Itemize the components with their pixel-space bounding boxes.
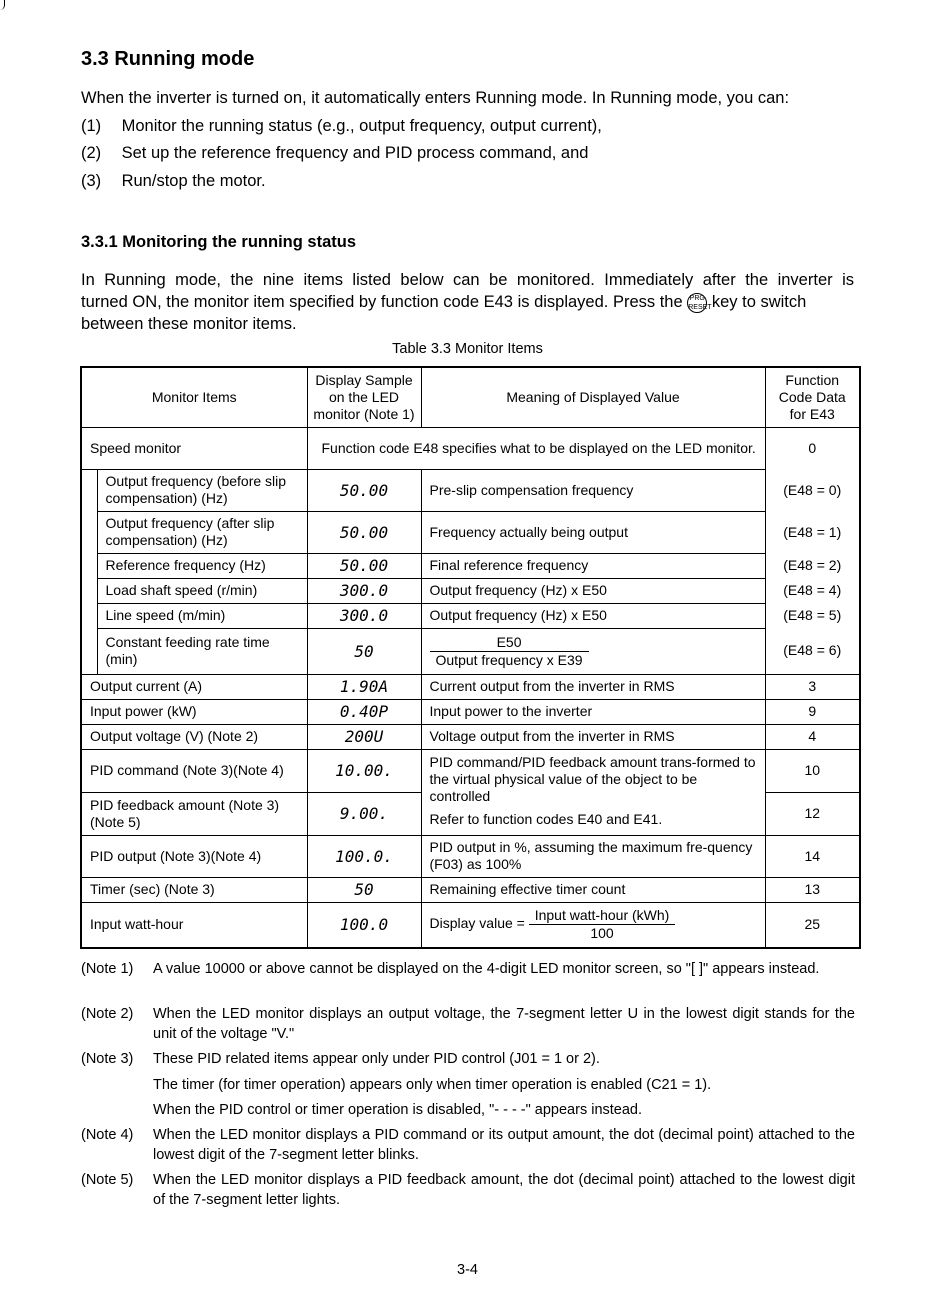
table-row (81, 469, 860, 511)
note-text: The timer (for timer operation) appears only when timer operation is enabled (C21 = 1). (153, 1077, 712, 1093)
meaning-cell: Voltage output from the inverter in RMS (421, 724, 765, 749)
table-row (81, 511, 860, 553)
list-item-number: (1) (81, 117, 102, 135)
subsection-para-line: In Running mode, the nine items listed below can be monitored. Immediately after the inverter is (81, 271, 854, 289)
code-cell: 4 (765, 724, 860, 749)
table-row (81, 427, 860, 469)
header-meaning: Meaning of Displayed Value (421, 367, 765, 427)
table-row (81, 902, 860, 948)
note-text: These PID related items appear only under PID control (J01 = 1 or 2). (153, 1051, 600, 1067)
item-cell: PID feedback amount (Note 3)(Note 5) (81, 792, 307, 835)
speed-monitor-code: 0 (765, 427, 860, 469)
led-sample: 0.40P (307, 699, 421, 724)
item-cell: Output current (A) (81, 674, 307, 699)
code-cell: (E48 = 5) (765, 603, 860, 628)
code-cell: (E48 = 4) (765, 578, 860, 603)
meaning-cell: Remaining effective timer count (421, 877, 765, 902)
note-label: (Note 2) (81, 1006, 134, 1022)
fraction-numerator: E50 (430, 634, 589, 652)
header-monitor-items: Monitor Items (81, 367, 307, 427)
table-row (81, 699, 860, 724)
note-text: When the PID control or timer operation is disabled, "- - - -" appears instead. (153, 1102, 643, 1118)
program-reset-key-icon: PRG RESET (688, 294, 712, 311)
meaning-cell: Current output from the inverter in RMS (421, 674, 765, 699)
led-sample: 10.00. (307, 749, 421, 792)
item-cell: Output frequency (before slip compensation) (Hz) (97, 469, 307, 511)
page-edge-mark (0, 0, 5, 10)
table-row (81, 628, 860, 674)
table-row (81, 877, 860, 902)
led-sample: 100.0 (307, 902, 421, 948)
note-label: (Note 4) (81, 1127, 134, 1143)
meaning-cell: Frequency actually being output (421, 511, 765, 553)
table-row (81, 553, 860, 578)
pid-meaning-cell (421, 749, 765, 835)
led-sample: 50.00 (307, 511, 421, 553)
item-cell: Output frequency (after slip compensation) (Hz) (97, 511, 307, 553)
header-function-code: Function Code Data for E43 (765, 367, 860, 427)
table-row (81, 749, 860, 792)
subsection-para-line: between these monitor items. (81, 315, 297, 333)
code-cell: 14 (765, 835, 860, 877)
note-text: When the LED monitor displays a PID command or its output amount, the dot (decimal point) attached to the lowest digit of the 7-segment letter blinks. (153, 1127, 855, 1163)
table-header-row (81, 367, 860, 427)
para-text: turned ON, the monitor item specified by function code E43 is displayed. Press the (81, 293, 683, 311)
table-caption: Table 3.3 Monitor Items (392, 341, 543, 357)
fraction (529, 907, 676, 942)
note-text: A value 10000 or above cannot be displayed on the 4-digit LED monitor screen, so "[ ]" appears instead. (153, 961, 820, 977)
meaning-cell: Final reference frequency (421, 553, 765, 578)
led-sample: 50 (307, 628, 421, 674)
code-cell: 25 (765, 902, 860, 948)
led-sample: 50.00 (307, 553, 421, 578)
item-cell: Reference frequency (Hz) (97, 553, 307, 578)
note-label: (Note 1) (81, 961, 134, 977)
item-cell: Line speed (m/min) (97, 603, 307, 628)
meaning-cell: Input power to the inverter (421, 699, 765, 724)
list-item (81, 115, 602, 137)
code-cell: 3 (765, 674, 860, 699)
code-cell: (E48 = 0) (765, 469, 860, 511)
item-cell: Timer (sec) (Note 3) (81, 877, 307, 902)
table-row (81, 674, 860, 699)
item-cell: Input watt-hour (81, 902, 307, 948)
code-cell: (E48 = 2) (765, 553, 860, 578)
pid-shared-meaning: PID command/PID feedback amount trans-formed to the virtual physical value of the object to be controlled (429, 753, 756, 804)
list-item-text: Set up the reference frequency and PID process command, and (121, 144, 589, 162)
note-label: (Note 3) (81, 1051, 134, 1067)
led-sample: 300.0 (307, 603, 421, 628)
subsection-para-line (81, 291, 854, 313)
speed-monitor-label: Speed monitor (81, 427, 307, 469)
section-intro: When the inverter is turned on, it automatically enters Running mode. In Running mode, you can: (81, 89, 790, 107)
page-number: 3-4 (457, 1262, 478, 1278)
list-item (81, 170, 266, 192)
table-row (81, 835, 860, 877)
section-title: 3.3 Running mode (81, 48, 255, 70)
led-sample: 9.00. (307, 792, 421, 835)
speed-monitor-meaning: Function code E48 specifies what to be displayed on the LED monitor. (307, 427, 765, 469)
code-cell: 13 (765, 877, 860, 902)
fraction-numerator: Input watt-hour (kWh) (529, 907, 676, 925)
list-item-number: (2) (81, 144, 102, 162)
code-cell: 10 (765, 749, 860, 792)
led-sample: 50.00 (307, 469, 421, 511)
item-cell: PID output (Note 3)(Note 4) (81, 835, 307, 877)
display-value-prefix: Display value = (429, 915, 525, 932)
meaning-cell: PID output in %, assuming the maximum fre-quency (F03) as 100% (421, 835, 765, 877)
meaning-cell (421, 628, 765, 674)
led-sample: 100.0. (307, 835, 421, 877)
meaning-cell (421, 902, 765, 948)
code-cell: (E48 = 1) (765, 511, 860, 553)
subsection-title: 3.3.1 Monitoring the running status (81, 233, 357, 251)
note-label: (Note 5) (81, 1172, 134, 1188)
code-cell: (E48 = 6) (765, 628, 860, 674)
item-cell: Input power (kW) (81, 699, 307, 724)
led-sample: 300.0 (307, 578, 421, 603)
header-display-sample: Display Sample on the LED monitor (Note 1) (307, 367, 421, 427)
note-text: When the LED monitor displays a PID feedback amount, the dot (decimal point) attached to the lowest digit of the 7-segment letter lights. (153, 1172, 855, 1208)
list-item-text: Monitor the running status (e.g., output frequency, output current), (121, 117, 602, 135)
fraction (430, 634, 589, 669)
led-sample: 200U (307, 724, 421, 749)
item-cell: Load shaft speed (r/min) (97, 578, 307, 603)
meaning-cell: Output frequency (Hz) x E50 (421, 578, 765, 603)
item-cell: PID command (Note 3)(Note 4) (81, 749, 307, 792)
fraction-denominator: Output frequency x E39 (435, 651, 583, 668)
table-row (81, 724, 860, 749)
meaning-cell: Pre-slip compensation frequency (421, 469, 765, 511)
list-item-text: Run/stop the motor. (121, 172, 266, 190)
monitor-items-table (80, 366, 861, 949)
fraction-denominator: 100 (590, 925, 614, 942)
para-text: key to switch (711, 293, 807, 311)
note-text: When the LED monitor displays an output voltage, the 7-segment letter U in the lowest digit stands for the unit of the voltage "V." (153, 1006, 855, 1042)
item-cell: Output voltage (V) (Note 2) (81, 724, 307, 749)
code-cell: 9 (765, 699, 860, 724)
led-sample: 50 (307, 877, 421, 902)
code-cell: 12 (765, 792, 860, 835)
list-item-number: (3) (81, 172, 102, 190)
item-cell: Constant feeding rate time (min) (97, 628, 307, 674)
table-row (81, 603, 860, 628)
meaning-cell: Output frequency (Hz) x E50 (421, 603, 765, 628)
led-sample: 1.90A (307, 674, 421, 699)
indent-cell (81, 469, 97, 674)
list-item (81, 142, 588, 164)
table-row (81, 578, 860, 603)
pid-refer-text: Refer to function codes E40 and E41. (429, 810, 663, 827)
